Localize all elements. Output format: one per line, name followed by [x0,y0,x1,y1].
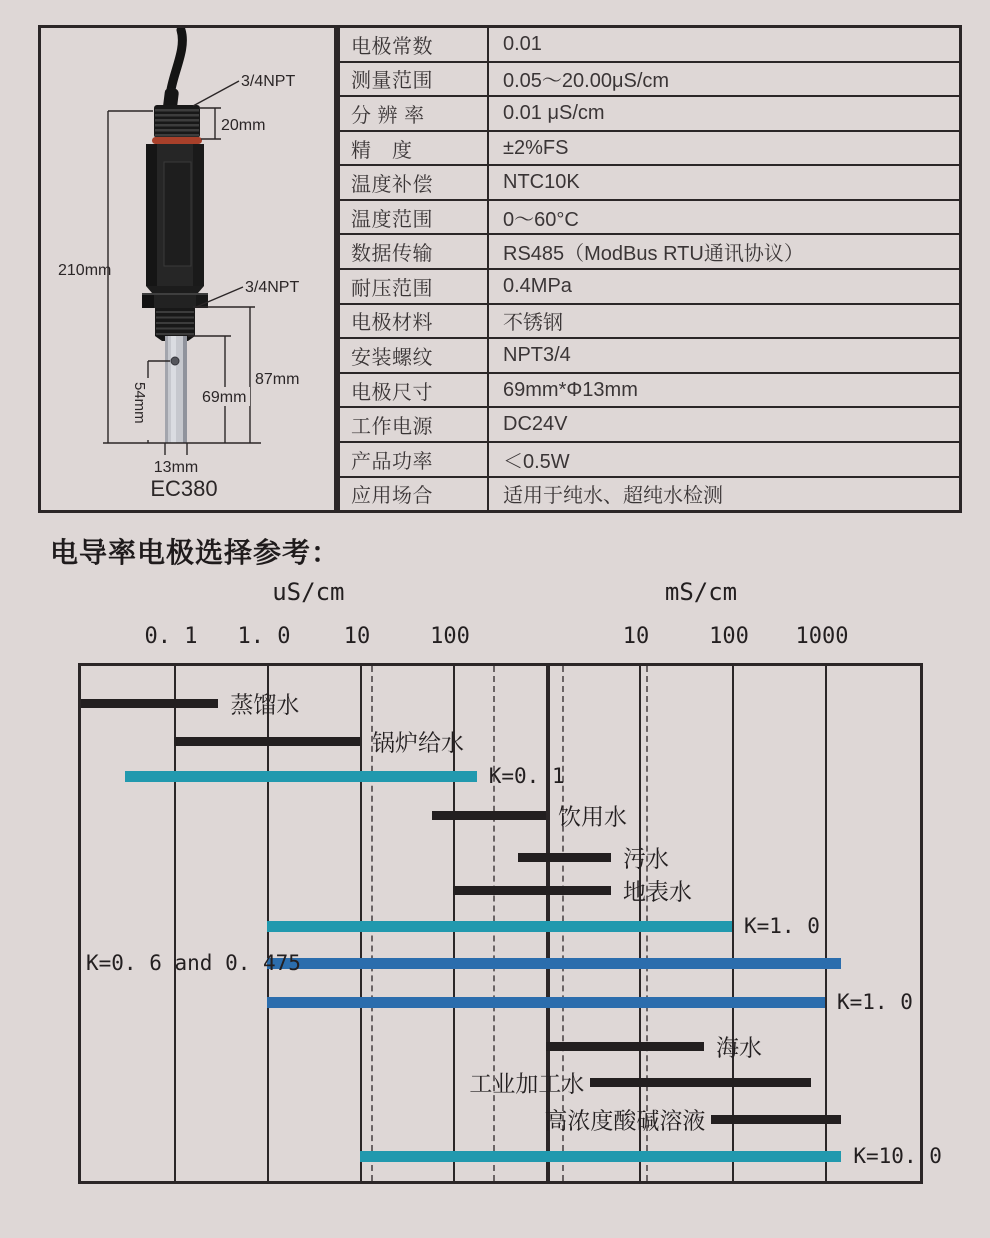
spec-row [340,305,959,340]
bar-label: 地表水 [623,878,692,905]
axis-unit-label: uS/cm [272,578,345,606]
spec-row [340,478,959,511]
axis-tick-label: 100 [430,624,470,649]
bar-label: 锅炉给水 [372,729,464,756]
sensor-body [142,144,208,308]
probe-hole [171,357,179,365]
spec-row [340,270,959,305]
range-bar [546,1042,704,1051]
chart-axis [78,578,923,663]
spec-label: 电极材料 [340,305,489,338]
axis-tick-label: 1. 0 [237,624,291,649]
spec-value: 0～60°C [503,208,579,231]
spec-row [340,28,959,63]
range-bar [174,737,360,746]
spec-value: NPT3/4 [503,343,571,366]
spec-value: 0.01 μS/cm [503,101,605,124]
range-bar [432,811,546,820]
range-bar [590,1078,810,1087]
axis-tick-label: 100 [709,624,749,649]
axis-tick-label: 10 [343,624,371,649]
spec-row [340,63,959,98]
top-thread-cap [154,105,200,138]
spec-label: 分 辨 率 [340,97,489,130]
spec-row [340,132,959,167]
spec-row [340,201,959,236]
dim-probe-diameter: 13mm [153,459,199,476]
range-bar [453,886,611,895]
range-bar [711,1115,841,1124]
spec-label: 电极尺寸 [340,374,489,407]
spec-label: 产品功率 [340,443,489,476]
spec-row [340,339,959,374]
spec-label: 电极常数 [340,28,489,61]
spec-value: 不锈钢 [503,312,563,335]
dim-hole-depth: 54mm [131,382,148,424]
range-bar [267,921,732,932]
spec-row [340,408,959,443]
bar-label: K=1. 0 [837,990,913,1014]
spec-label: 安装螺纹 [340,339,489,372]
spec-label: 耐压范围 [340,270,489,303]
range-bar [125,771,476,782]
probe [165,336,187,443]
dim-top-thread: 3/4NPT [241,73,296,90]
bar-label: K=10. 0 [853,1144,942,1168]
spec-value: 适用于纯水、超纯水检测 [503,485,723,508]
axis-tick-label: 1000 [795,624,849,649]
dim-thread-length: 20mm [221,117,266,134]
grid-line [825,666,827,1181]
axis-tick-label: 0. 1 [144,624,198,649]
spec-row [340,443,959,478]
spec-label: 测量范围 [340,63,489,96]
bar-label: K=0. 1 [488,764,565,788]
o-ring [152,137,202,144]
spec-row [340,166,959,201]
chart-title: 电导率电极选择参考： [50,537,341,568]
range-bar [267,997,825,1008]
dim-electrode-length: 69mm [202,389,247,406]
spec-label: 工作电源 [340,408,489,441]
spec-row [340,97,959,132]
spec-label: 温度补偿 [340,166,489,199]
spec-label: 应用场合 [340,478,489,511]
bar-label: 饮用水 [558,803,627,830]
spec-value: DC24V [503,413,568,436]
bar-label: K=1. 0 [744,914,820,938]
axis-tick-label: 10 [622,624,650,649]
sensor-diagram-box [38,25,337,513]
spec-value: RS485（ModBus RTU通讯协议） [503,243,804,266]
model-label: EC380 [150,476,218,501]
bar-label: K=0. 6 and 0. 475 [86,951,301,975]
axis-unit-label: mS/cm [664,578,738,606]
spec-label: 精 度 [340,132,489,165]
spec-label: 温度范围 [340,201,489,234]
selection-chart [78,578,942,1188]
spec-row [340,374,959,409]
dim-overall-height: 210mm [58,262,112,279]
spec-value: ＜0.5W [503,450,570,473]
spec-value: 0.01 [503,32,542,55]
spec-value: NTC10K [503,171,580,194]
spec-value: 0.05～20.00μS/cm [503,70,670,93]
dim-wetted-length: 87mm [255,371,300,388]
spec-value: ±2%FS [503,136,569,159]
bar-label: 工业加工水 [469,1070,585,1097]
bar-label: 高浓度酸碱溶液 [544,1107,706,1134]
bar-label: 蒸馏水 [230,691,300,718]
range-bar [518,853,611,862]
chart-plot [78,663,942,1184]
spec-row [340,235,959,270]
grid-line [732,666,734,1181]
spec-label: 数据传输 [340,235,489,268]
range-bar [267,958,841,969]
range-bar [360,1151,841,1162]
spec-value: 69mm*Φ13mm [503,378,638,401]
bar-label: 污水 [623,845,669,872]
dim-bottom-thread: 3/4NPT [245,279,300,296]
sensor-diagram [41,28,334,510]
range-bar [81,699,218,708]
spec-value: 0.4MPa [503,274,572,297]
spec-table [337,25,962,513]
bar-label: 海水 [716,1034,762,1061]
